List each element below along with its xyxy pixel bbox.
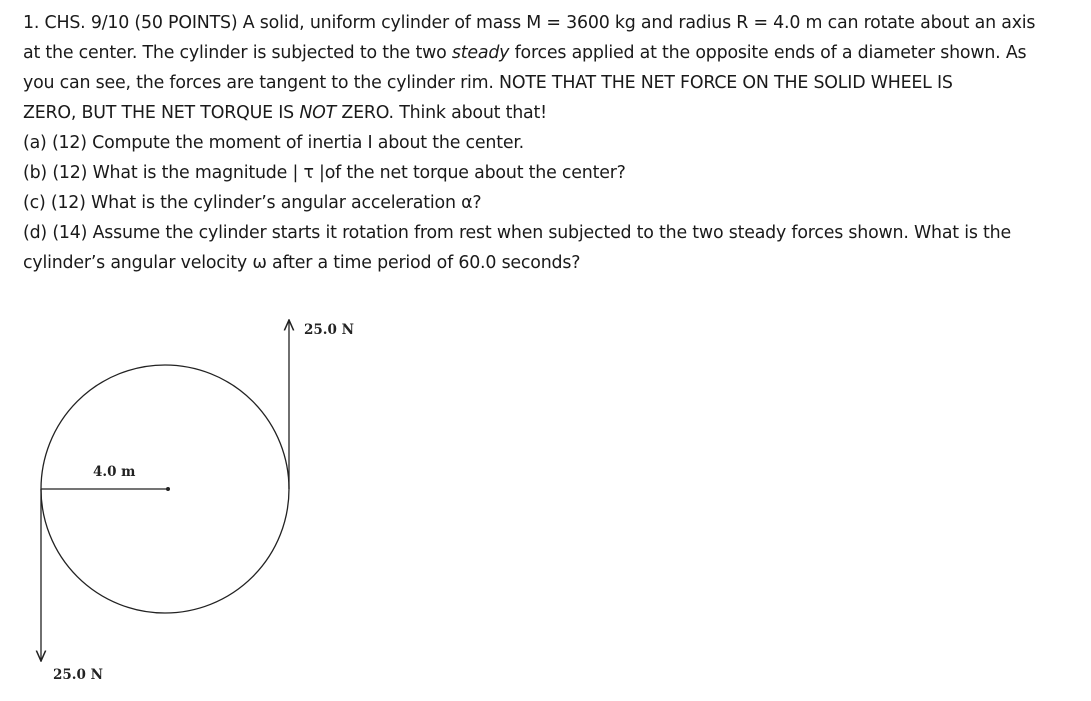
problem-line-4: ZERO, BUT THE NET TORQUE IS NOT ZERO. Think about that! bbox=[23, 103, 547, 123]
problem-line-1: 1. CHS. 9/10 (50 POINTS) A solid, uniform cylinder of mass M = 3600 kg and radius R = 4.0 m can rotate about an axis bbox=[23, 13, 1036, 33]
question-part-a: (a) (12) Compute the moment of inertia I about the center. bbox=[23, 133, 525, 153]
emphasis-steady: steady bbox=[451, 43, 510, 63]
question-part-b: (b) (12) What is the magnitude | τ |of the net torque about the center? bbox=[23, 163, 626, 183]
problem-line-3: you can see, the forces are tangent to the cylinder rim. NOTE THAT THE NET FORCE ON THE SOLID WHEEL IS bbox=[23, 73, 953, 93]
question-part-c: (c) (12) What is the cylinder’s angular acceleration α? bbox=[23, 193, 482, 213]
question-part-d-line-1: (d) (14) Assume the cylinder starts it rotation from rest when subjected to the two steady forces shown. What is the bbox=[23, 223, 1011, 243]
center-point bbox=[166, 487, 170, 491]
problem-line-2: at the center. The cylinder is subjected to the two steady forces applied at the opposite ends of a diameter shown. As bbox=[23, 43, 1027, 63]
question-part-d-line-2: cylinder’s angular velocity ω after a time period of 60.0 seconds? bbox=[23, 253, 581, 273]
radius-label: 4.0 m bbox=[93, 464, 136, 480]
force-bottom-label: 25.0 N bbox=[53, 667, 103, 683]
emphasis-not: NOT bbox=[299, 103, 337, 123]
force-top-label: 25.0 N bbox=[304, 322, 354, 338]
